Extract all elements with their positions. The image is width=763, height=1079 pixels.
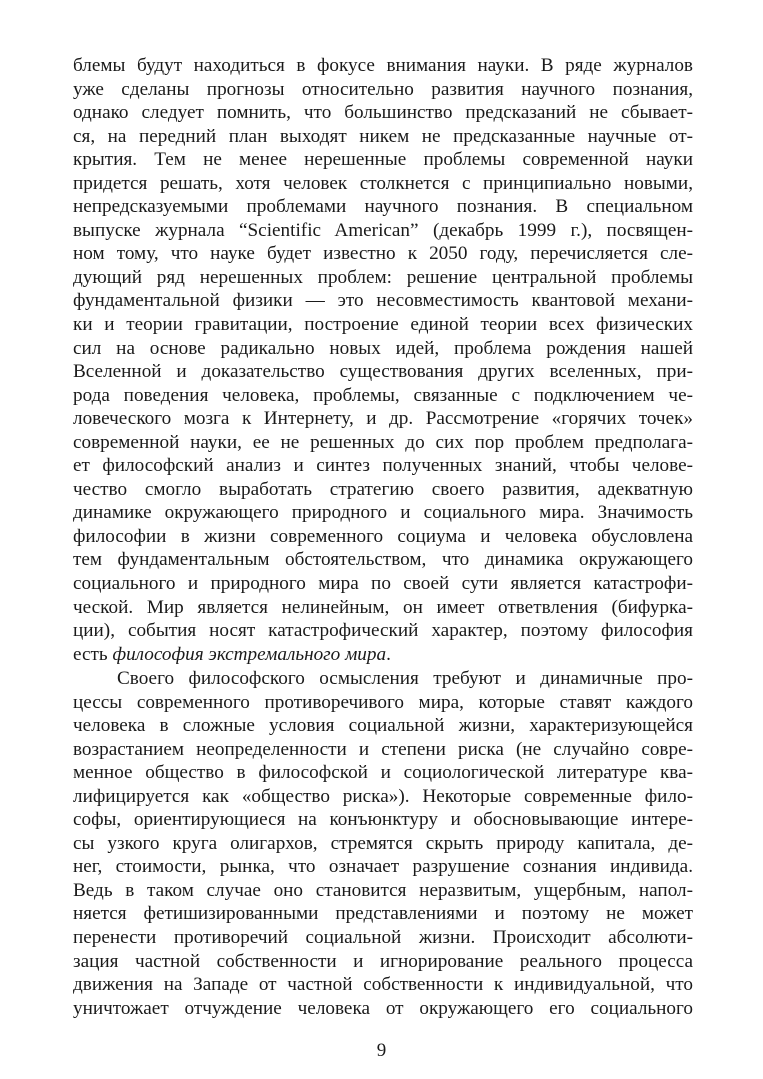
text-line: Вселенной и доказательство существования других вселенных, при-	[73, 361, 693, 383]
text-line: Ведь в таком случае оно становится неразвитым, ущербным, напол-	[73, 879, 693, 901]
text-line: крытия. Тем не менее нерешенные проблемы современной науки	[73, 149, 693, 171]
text-line: ся, на передний план выходят никем не предсказанные научные от-	[73, 125, 693, 147]
text-line: однако следует помнить, что большинство предсказаний не сбывает-	[73, 102, 693, 124]
text-line: человека в сложные условия социальной жизни, характеризующейся	[73, 715, 693, 737]
text-line: выпуске журнала “Scientific American” (декабрь 1999 г.), посвящен-	[73, 219, 693, 241]
text-line: динамике окружающего природного и социального мира. Значимость	[73, 502, 693, 524]
text-line-indented: Своего философского осмысления требуют и динамичные про-	[117, 668, 693, 689]
text-line: цессы современного противоречивого мира, которые ставят каждого	[73, 691, 693, 713]
text-line: тем фундаментальным обстоятельством, что динамика окружающего	[73, 549, 693, 571]
text-line: ловеческого мозга к Интернету, и др. Рассмотрение «горячих точек»	[73, 408, 693, 430]
text-line: движения на Западе от частной собственности к индивидуальной, что	[73, 974, 693, 996]
text-fragment: .	[386, 643, 391, 665]
text-line: ческой. Мир является нелинейным, он имеет ответвления (бифурка-	[73, 596, 693, 618]
text-line: уже сделаны прогнозы относительно развития научного познания,	[73, 78, 693, 100]
text-line: перенести противоречий социальной жизни. Происходит абсолюти-	[73, 927, 693, 949]
text-line: возрастанием неопределенности и степени риска (не случайно совре-	[73, 738, 693, 760]
text-line: придется решать, хотя человек столкнется с принципиально новыми,	[73, 172, 693, 194]
text-line: няется фетишизированными представлениями и поэтому не может	[73, 903, 693, 925]
paragraph-1	[73, 54, 693, 666]
text-line-last	[73, 643, 693, 667]
text-line: ки и теории гравитации, построение единой теории всех физических	[73, 314, 693, 336]
text-line: современной науки, ее не решенных до сих пор проблем предполага-	[73, 431, 693, 453]
text-line: менное общество в философской и социологической литературе ква-	[73, 762, 693, 784]
text-line: социального и природного мира по своей сути является катастрофи-	[73, 573, 693, 595]
text-line: фундаментальной физики — это несовместимость квантовой механи-	[73, 290, 693, 312]
page-number: 9	[376, 1040, 387, 1061]
text-line: ции), события носят катастрофический характер, поэтому философия	[73, 620, 693, 642]
text-line: чество смогло выработать стратегию своего развития, адекватную	[73, 478, 693, 500]
text-line: блемы будут находиться в фокусе внимания науки. В ряде журналов	[73, 55, 693, 76]
text-line: уничтожает отчуждение человека от окружающего его социального	[73, 997, 693, 1019]
text-fragment: есть	[73, 643, 113, 665]
text-line: софы, ориентирующиеся на конъюнктуру и обосновывающие интере-	[73, 809, 693, 831]
text-line: лифицируется как «общество риска»). Некоторые современные фило-	[73, 785, 693, 807]
text-line: рода поведения человека, проблемы, связанные с подключением че-	[73, 384, 693, 406]
text-line: дующий ряд нерешенных проблем: решение центральной проблемы	[73, 266, 693, 288]
text-line: нег, стоимости, рынка, что означает разрушение сознания индивида.	[73, 856, 693, 878]
text-line: философии в жизни современного социума и человека обусловлена	[73, 525, 693, 547]
text-line: ет философский анализ и синтез полученных знаний, чтобы челове-	[73, 455, 693, 477]
text-line: непредсказуемыми проблемами научного познания. В специальном	[73, 196, 693, 218]
paragraph-2	[73, 667, 693, 1020]
italic-phrase: философия экстремального мира	[112, 643, 387, 665]
text-line: ном тому, что науке будет известно к 2050 году, перечисляется сле-	[73, 243, 693, 265]
text-line: сы узкого круга олигархов, стремятся скрыть природу капитала, де-	[73, 832, 693, 854]
text-line: сил на основе радикально новых идей, проблема рождения нашей	[73, 337, 693, 359]
text-line: зация частной собственности и игнорирование реального процесса	[73, 950, 693, 972]
